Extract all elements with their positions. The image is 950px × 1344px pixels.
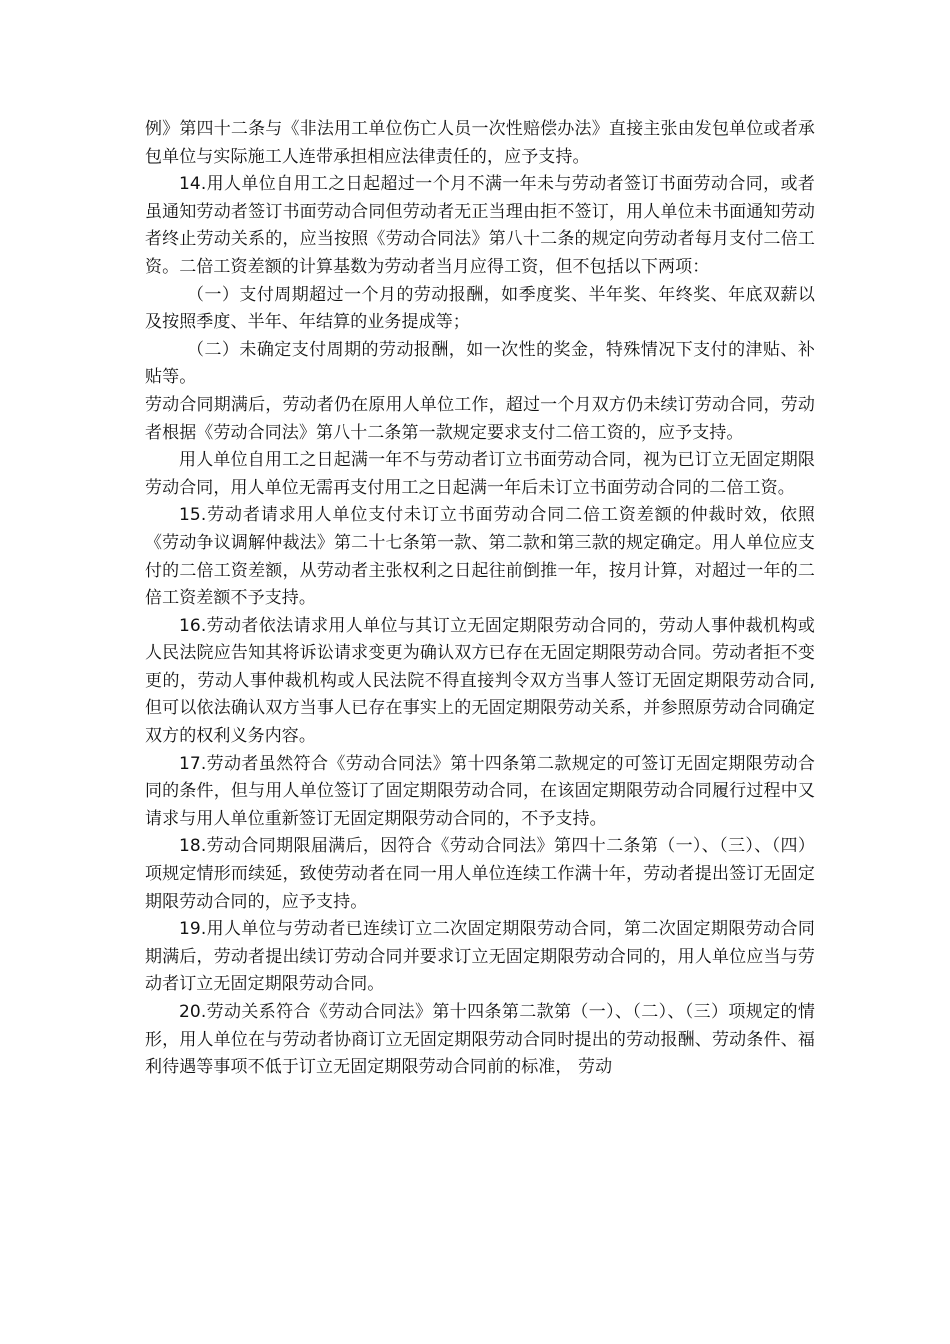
paragraph-article-18: 18.劳动合同期限届满后，因符合《劳动合同法》第四十二条第（一）、（三）、（四）项规定情形而续延，致使劳动者在同一用人单位连续工作满十年，劳动者提出签订无固定期限劳动合同的，应予支持。 — [145, 836, 815, 912]
paragraph-article-14-item-1: （一）支付周期超过一个月的劳动报酬，如季度奖、半年奖、年终奖、年底双薪以及按照季度、半年、年结算的业务提成等； — [145, 284, 815, 333]
paragraph-article-15: 15.劳动者请求用人单位支付未订立书面劳动合同二倍工资差额的仲裁时效，依照《劳动争议调解仲裁法》第二十七条第一款、第二款和第三款的规定确定。用人单位应支付的二倍工资差额，从劳动者主张权利之日起往前倒推一年，按月计算，对超过一年的二倍工资差额不予支持。 — [145, 505, 815, 609]
paragraph-article-14-one-year: 用人单位自用工之日起满一年不与劳动者订立书面劳动合同，视为已订立无固定期限劳动合同，用人单位无需再支付用工之日起满一年后未订立书面劳动合同的二倍工资。 — [145, 450, 815, 498]
paragraph-article-16: 16.劳动者依法请求用人单位与其订立无固定期限劳动合同的，劳动人事仲裁机构或人民法院应告知其将诉讼请求变更为确认双方已存在无固定期限劳动合同。劳动者拒不变更的，劳动人事仲裁机构或人民法院不得直接判令双方当事人签订无固定期限劳动合同,但可以依法确认双方当事人已存在事实上的无固定期限劳动关系，并参照原劳动合同确定双方的权利义务内容。 — [145, 615, 815, 747]
paragraph-article-14-contract-expiry: 劳动合同期满后，劳动者仍在原用人单位工作，超过一个月双方仍未续订劳动合同，劳动者根据《劳动合同法》第八十二条第一款规定要求支付二倍工资的，应予支持。 — [145, 394, 815, 443]
paragraph-article-17: 17.劳动者虽然符合《劳动合同法》第十四条第二款规定的可签订无固定期限劳动合同的条件，但与用人单位签订了固定期限劳动合同，在该固定期限劳动合同履行过程中又请求与用人单位重新签订无固定期限劳动合同的，不予支持。 — [145, 753, 815, 829]
document-body — [145, 116, 815, 1082]
paragraph-article-20: 20.劳动关系符合《劳动合同法》第十四条第二款第（一）、（二）、（三）项规定的情形，用人单位在与劳动者协商订立无固定期限劳动合同时提出的劳动报酬、劳动条件、福利待遇等事项不低于订立无固定期限劳动合同前的标准， 劳动 — [145, 1002, 815, 1078]
paragraph-continuation: 例》第四十二条与《非法用工单位伤亡人员一次性赔偿办法》直接主张由发包单位或者承包单位与实际施工人连带承担相应法律责任的，应予支持。 — [145, 119, 815, 167]
paragraph-article-19: 19.用人单位与劳动者已连续订立二次固定期限劳动合同，第二次固定期限劳动合同期满后，劳动者提出续订劳动合同并要求订立无固定期限劳动合同的，用人单位应当与劳动者订立无固定期限劳动合同。 — [145, 919, 815, 995]
paragraph-article-14: 14.用人单位自用工之日起超过一个月不满一年未与劳动者签订书面劳动合同，或者虽通知劳动者签订书面劳动合同但劳动者无正当理由拒不签订，用人单位未书面通知劳动者终止劳动关系的，应当按照《劳动合同法》第八十二条的规定向劳动者每月支付二倍工资。二倍工资差额的计算基数为劳动者当月应得工资，但不包括以下两项： — [145, 174, 815, 277]
paragraph-article-14-item-2: （二）未确定支付周期的劳动报酬，如一次性的奖金，特殊情况下支付的津贴、补贴等。 — [145, 339, 815, 388]
